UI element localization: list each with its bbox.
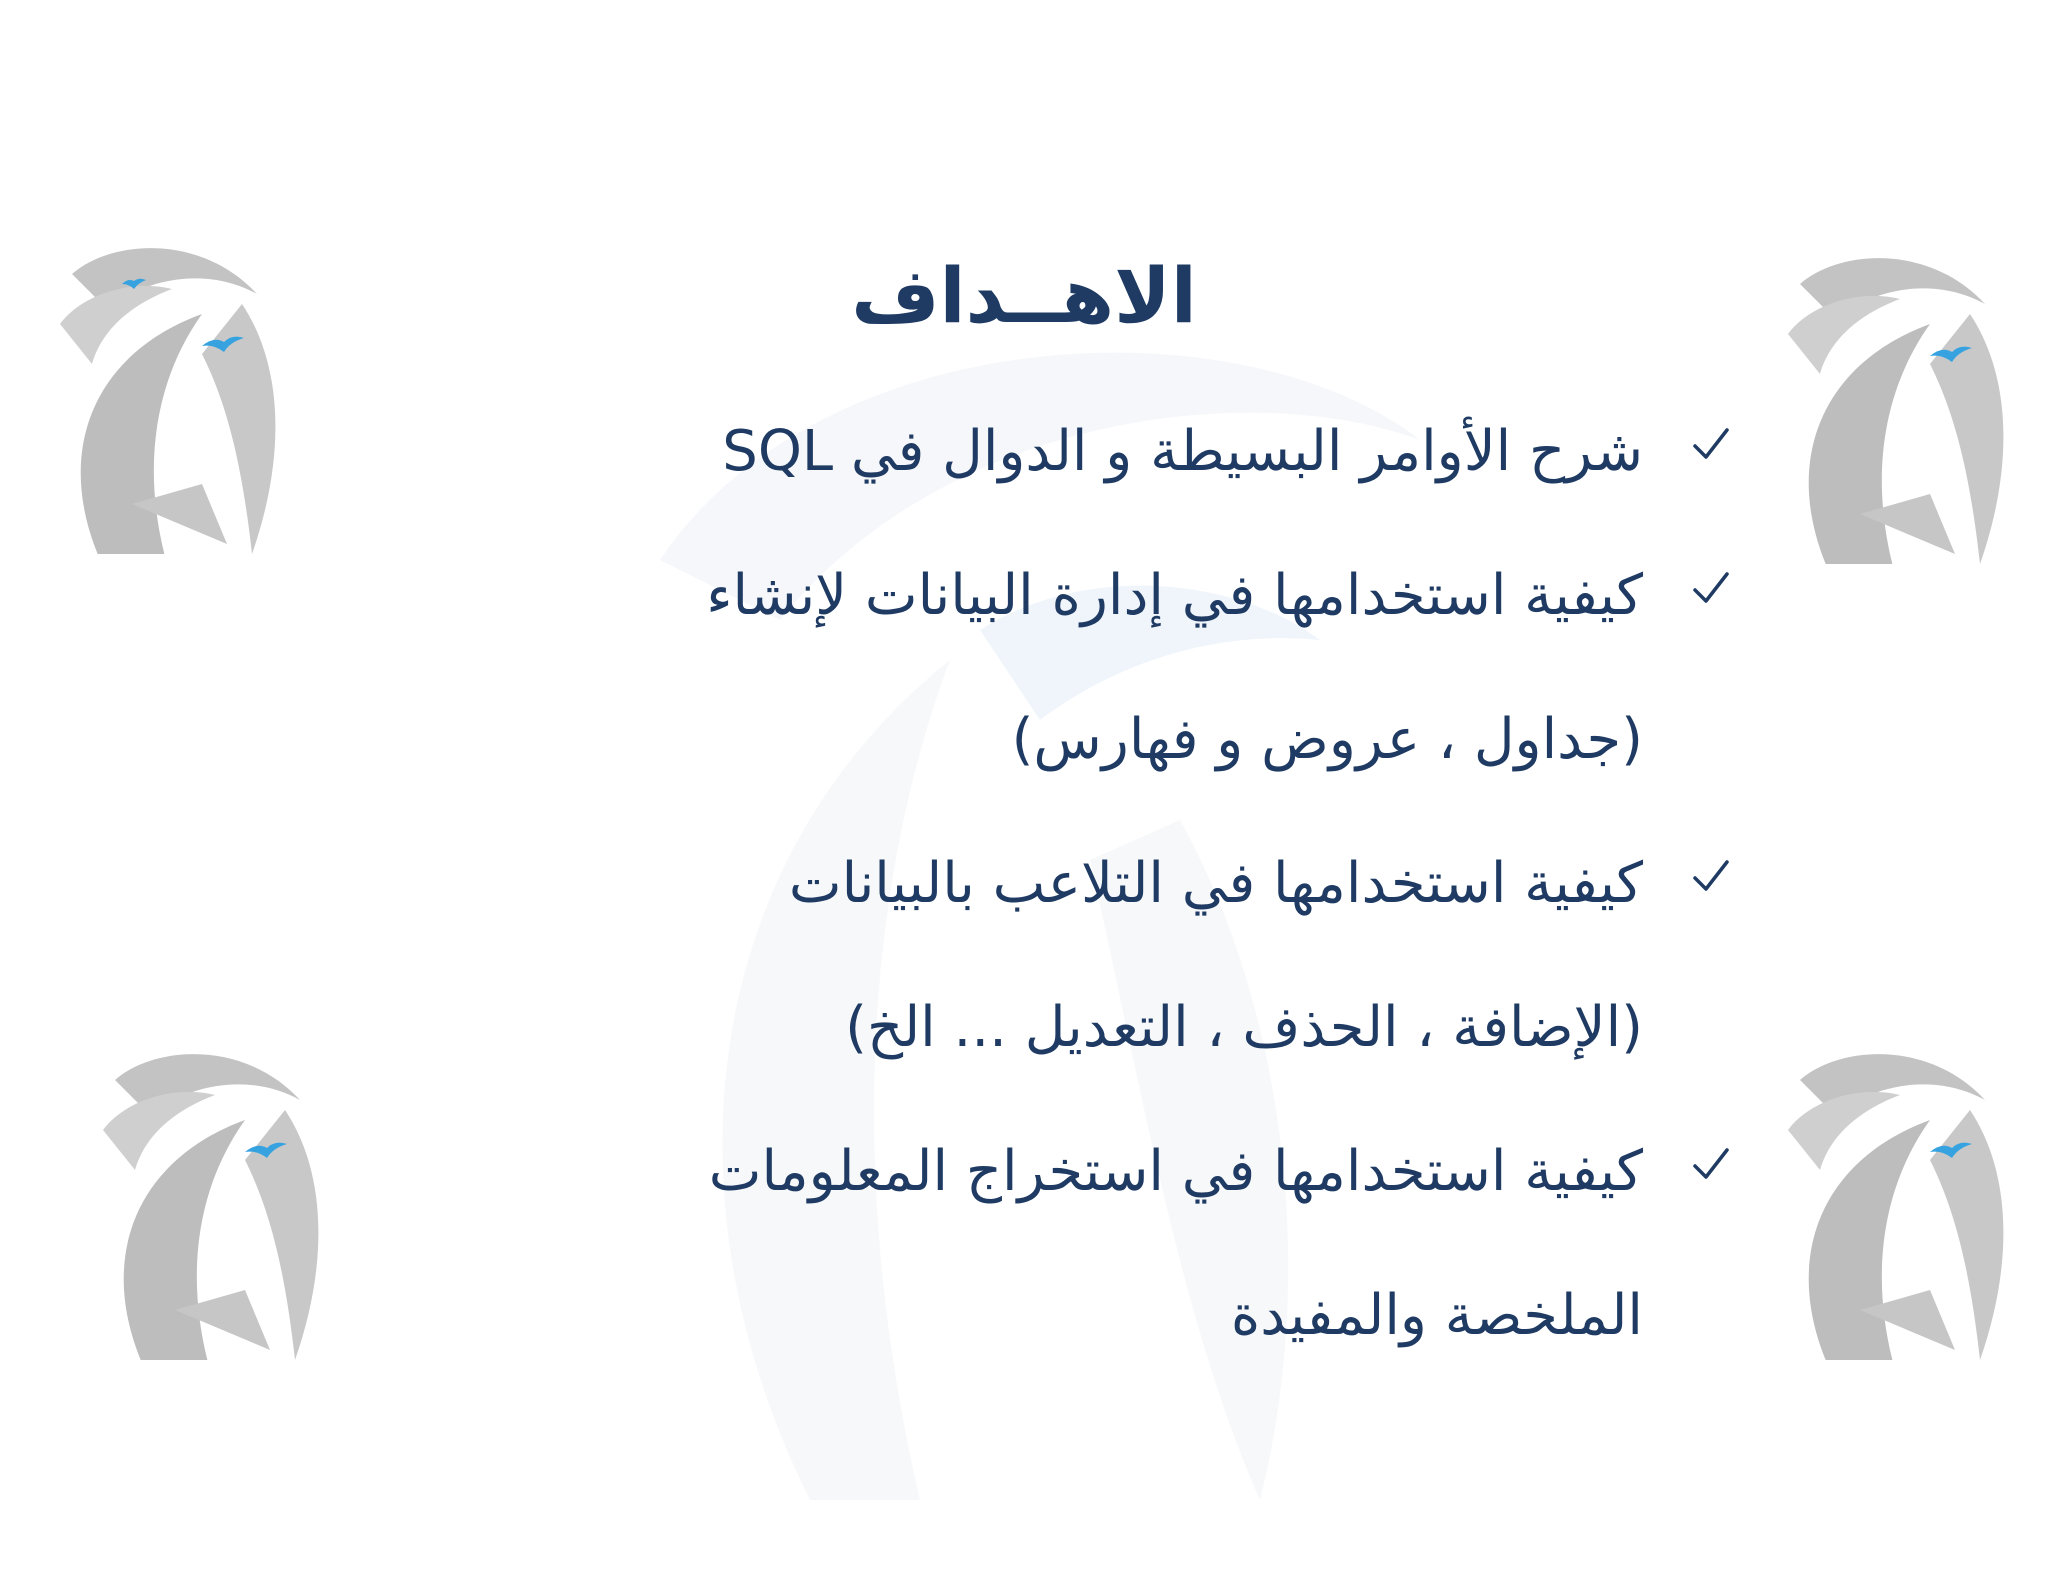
objective-line: (الإضافة ، الحذف ، التعديل ... الخ) [845, 995, 1643, 1060]
objectives-list [343, 380, 1643, 1388]
checkmark-icon [1689, 422, 1733, 466]
objective-line: كيفية استخدامها في استخراج المعلومات [708, 1139, 1643, 1204]
checkmark-icon [1689, 1142, 1733, 1186]
sail-logo-icon [1780, 1040, 2010, 1360]
objective-line: شرح الأوامر البسيطة و الدوال في SQL [722, 419, 1643, 484]
objective-line: (جداول ، عروض و فهارس) [1011, 707, 1643, 772]
checkmark-icon [1689, 854, 1733, 898]
objective-item [343, 1100, 1643, 1388]
objective-line: كيفية استخدامها في إدارة البيانات لإنشاء [706, 563, 1643, 628]
sail-logo-icon [95, 1040, 325, 1360]
checkmark-icon [1689, 566, 1733, 610]
objective-line: الملخصة والمفيدة [1230, 1283, 1643, 1348]
objective-item [343, 380, 1643, 524]
slide-title: الاهــداف [851, 251, 1197, 340]
objective-item [343, 524, 1643, 812]
objective-item [343, 812, 1643, 1100]
objective-line: كيفية استخدامها في التلاعب بالبيانات [788, 851, 1643, 916]
